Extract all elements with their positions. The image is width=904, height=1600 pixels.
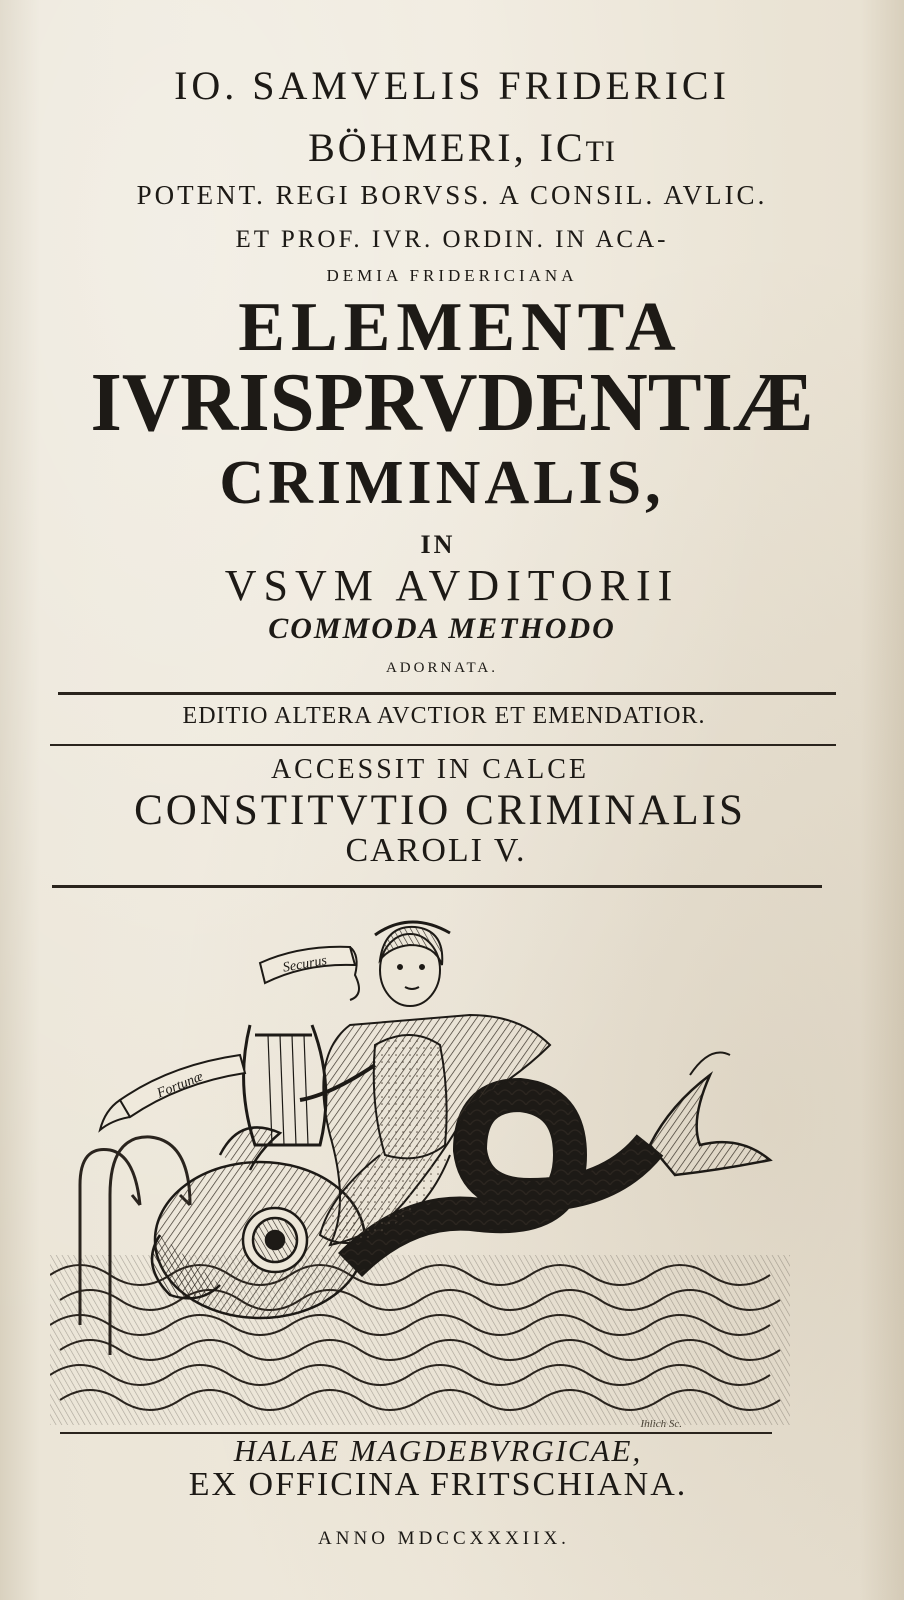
office-line-2: ET PROF. IVR. ORDIN. IN ACA- <box>235 226 669 253</box>
accessit-line: ACCESSIT IN CALCE <box>270 754 590 785</box>
author-line-2 <box>10 124 904 171</box>
office-line-3: DEMIA FRIDERICIANA <box>326 266 578 285</box>
author-degree-suffix: TI <box>585 135 616 168</box>
author-name: BÖHMERI, IC <box>308 125 586 170</box>
constitutio-line: CONSTITVTIO CRIMINALIS <box>134 787 746 834</box>
title-elementa: ELEMENTA <box>238 289 682 366</box>
imprint-place: HALAE MAGDEBVRGICAE, <box>233 1433 643 1468</box>
subtitle-in: IN <box>420 530 456 559</box>
engraving-arion-on-dolphin <box>50 905 790 1435</box>
office-line-1: POTENT. REGI BORVSS. A CONSIL. AVLIC. <box>136 180 768 210</box>
banner-securus-text: Securus <box>281 953 329 976</box>
banner-securus <box>260 947 359 1000</box>
imprint-press: EX OFFICINA FRITSCHIANA. <box>188 1466 688 1503</box>
imprint-year: ANNO MDCCXXXIIX. <box>318 1528 570 1549</box>
caroli-line: CAROLI V. <box>345 832 527 869</box>
subtitle-commoda-methodo: COMMODA METHODO <box>268 612 616 645</box>
banner-fortunae-text: Fortunæ <box>155 1069 206 1102</box>
title-criminalis: CRIMINALIS, <box>219 449 665 517</box>
author-line-1: IO. SAMVELIS FRIDERICI <box>174 63 730 108</box>
engraver-signature: Ihlich Sc. <box>640 1418 682 1430</box>
subtitle-usum-auditorii: VSVM AVDITORII <box>224 561 680 610</box>
title-iurisprudentiae: IVRISPRVDENTIÆ <box>90 356 814 449</box>
divider-rule-2 <box>50 744 836 746</box>
subtitle-adornata: ADORNATA. <box>385 660 499 676</box>
edition-statement: EDITIO ALTERA AVCTIOR ET EMENDATIOR. <box>182 703 706 729</box>
divider-rule-3 <box>52 885 822 888</box>
divider-rule-1 <box>58 692 836 695</box>
banner-fortunae <box>100 1055 245 1130</box>
